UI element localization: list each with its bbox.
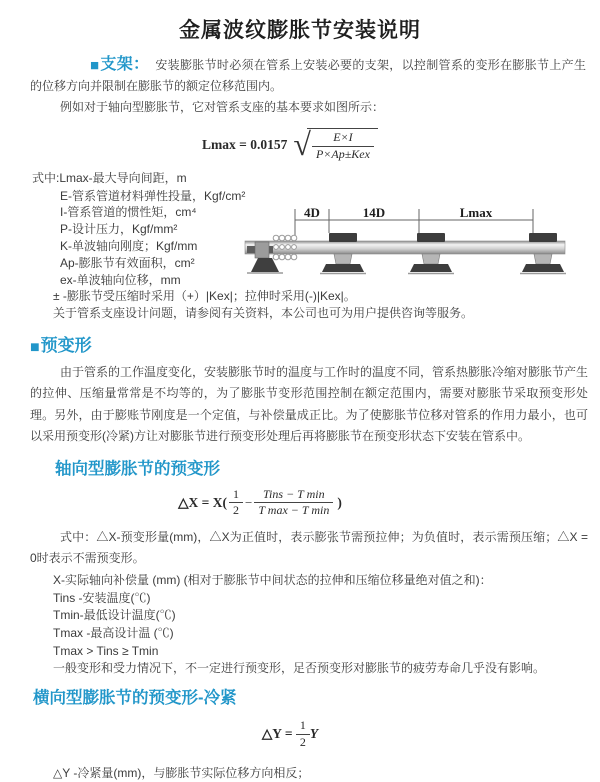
sqrt-radical-icon: √ [293, 126, 311, 163]
definition-line: 关于管系支座设计问题，请参阅有关资料，本公司也可为用户提供咨询等服务。 [53, 306, 474, 321]
page-title: 金属波纹膨胀节安装说明 [179, 19, 421, 42]
axial-formula-fraction-half: $\frac{1}{2}$ [229, 488, 243, 519]
definition-line: ± -膨胀节受压缩时采用（+）|Kex|；拉伸时采用(-)|Kex|。 [53, 289, 356, 304]
axial-formula-explanation: 式中：△X-预变形量(mm)，△X为正值时，表示膨张节需预拉伸；为负值时，表示需预压缩；△X = 0时表示不需预变形。 [30, 530, 588, 566]
support-example-line: 例如对于轴向型膨胀节，它对管系支座的基本要求如图所示： [60, 100, 385, 114]
section-square-icon: ■ [30, 338, 40, 356]
axial-formula-suffix: ) [337, 494, 342, 510]
definition-line: Ap-膨胀节有效面积，cm² [60, 255, 195, 270]
lateral-formula-fraction: $\frac{1}{2}$ [296, 719, 310, 750]
section-square-icon: ■ [90, 57, 100, 74]
dim-label-14d: 14D [362, 205, 386, 220]
variable-line: Tmax -最高设计温 (℃) [53, 625, 174, 640]
lmax-formula-numerator: E×I [312, 131, 374, 147]
axial-formula-fraction-temp: $\frac{\text{Tins − T min}}{\text{T max − T min}}$ [254, 488, 333, 519]
definition-line: 式中:Lmax-最大导向间距，m [32, 170, 187, 185]
document-page [0, 14, 600, 781]
variable-line: Tmax > Tins ≥ Tmin [53, 643, 159, 658]
axial-formula-prefix: △X = X( [178, 494, 227, 510]
lateral-formula-suffix: Y [309, 726, 319, 742]
lateral-formula-prefix: △Y = [261, 726, 293, 742]
section-heading-predeform: 预变形 [40, 335, 92, 355]
axial-predeform-formula [178, 488, 342, 519]
section-heading-support: 支架： [100, 56, 150, 73]
definition-line: I-管系管道的惯性矩，cm⁴ [60, 205, 197, 220]
dim-label-lmax: Lmax [459, 205, 493, 220]
variable-line: Tins -安装温度(℃) [53, 590, 151, 605]
support-intro-paragraph [30, 54, 586, 97]
lateral-formula-note: △Y -冷紧量(mm)，与膨胀节实际位移方向相反； [53, 766, 310, 781]
definition-line: E-管系管道材料弹性投量，Kgf/cm² [60, 188, 246, 203]
dim-label-4d: 4D [304, 205, 320, 220]
subsection-heading-axial: 轴向型膨胀节的预变形 [55, 459, 220, 478]
variable-line: 一般变形和受力情况下，不一定进行预变形，足否预变形对膨胀节的疲劳寿命几乎没有影响。 [53, 661, 546, 676]
definition-line: ex-单波轴向位移，mm [60, 272, 181, 287]
section-heading-predeform-row [30, 335, 600, 359]
variable-line: X-实际轴向补偿量 (mm) (相对于膨胀节中间状态的拉伸和压缩位移量绝对值之和)： [53, 573, 492, 588]
pipe-support-diagram [243, 206, 595, 302]
definition-line: K-单波轴向刚度；Kgf/mm [60, 238, 198, 253]
lmax-formula-fraction [312, 131, 374, 162]
lateral-predeform-formula [262, 719, 318, 750]
support-intro-text: 安装膨胀节时必须在管系上安装必要的支架，以控制管系的变形在膨胀节上产生的位移方向并限制在膨胀节的额定位移范围内。 [30, 58, 586, 93]
lmax-formula-prefix: Lmax = 0.0157 [202, 136, 288, 152]
lmax-formula-denominator: P×Ap±Kex [315, 146, 370, 161]
axial-formula-operator: − [244, 494, 253, 510]
definition-line: P-设计压力，Kgf/mm² [60, 222, 178, 237]
lmax-formula [202, 128, 378, 162]
predeform-body-paragraph: 由于管系的工作温度变化，安装膨胀节时的温度与工作时的温度不同，管系热膨胀冷缩对膨胀节产生的拉伸、压缩量常常是不均等的，为了膨胀节变形范围控制在额定范围内，需要对膨胀节采取预变形处理。另外，由于膨账节刚度是一个定值，与补偿量成正比。为了使膨胀节位移对管系的作用力最小，也可以采用预变形(冷紧)方让对膨胀节进行预变形处理后再将膨胀节在预变形状态下安装在管系中。 [30, 364, 589, 444]
variable-line: Tmin-最低设计温度(℃) [53, 608, 176, 623]
axial-variable-lines [53, 572, 600, 678]
sqrt-expression [293, 128, 378, 162]
subsection-heading-lateral: 横向型膨胀节的预变形-冷紧 [33, 688, 237, 707]
